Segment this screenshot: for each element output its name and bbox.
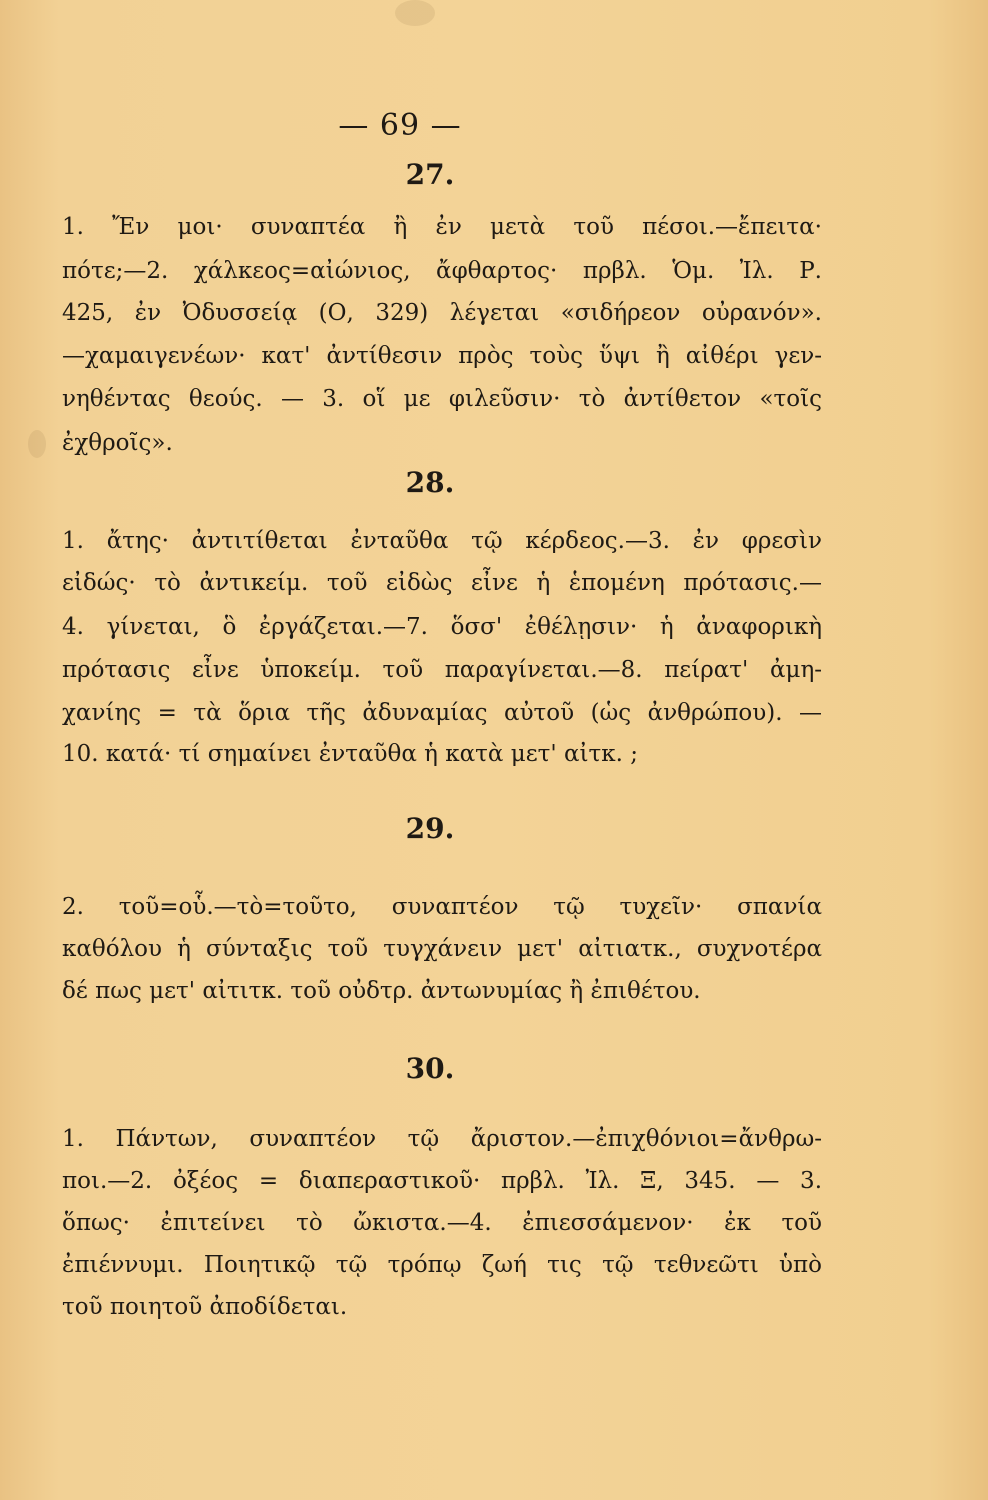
text-line: νηθέντας θεούς. — 3. οἵ με φιλεῦσιν· τὸ ἀντίθετον «τοῖς [62,386,822,412]
section-heading: 30. [405,1052,455,1085]
text-line: ἐχθροῖς». [62,430,173,456]
text-line: 4. γίνεται, ὃ ἐργάζεται.—7. ὅσσ' ἐθέλῃσιν· ἡ ἀναφορικὴ [62,614,822,640]
text-line: 1. ἄτης· ἀντιτίθεται ἐνταῦθα τῷ κέρδεος.—3. ἐν φρεσὶν [62,528,822,554]
ink-smudge [28,430,46,458]
text-line: ὅπως· ἐπιτείνει τὸ ὤκιστα.—4. ἐπιεσσάμενον· ἐκ τοῦ [62,1210,822,1236]
text-line: πότε;—2. χάλκεος=αἰώνιος, ἄφθαρτος· πρβλ. Ὁμ. Ἰλ. Ρ. [62,258,822,284]
text-line: 10. κατά· τί σημαίνει ἐνταῦθα ἡ κατὰ μετ' αἰτκ. ; [62,741,638,767]
text-line: 1. Πάντων, συναπτέον τῷ ἄριστον.—ἐπιχθόνιοι=ἄνθρω- [62,1126,822,1152]
text-line: 425, ἐν Ὀδυσσείᾳ (Ο, 329) λέγεται «σιδήρεον οὐρανόν». [62,300,822,326]
text-line: ἐπιέννυμι. Ποιητικῷ τῷ τρόπῳ ζωή τις τῷ τεθνεῶτι ὑπὸ [62,1252,822,1278]
page-number: — 69 — [338,108,462,143]
text-line: πρότασις εἶνε ὑποκείμ. τοῦ παραγίνεται.—8. πείρατ' ἀμη- [62,657,822,683]
text-line: εἰδώς· τὸ ἀντικείμ. τοῦ εἰδὼς εἶνε ἡ ἑπομένη πρότασις.— [62,570,822,596]
text-line: 2. τοῦ=οὗ.—τὸ=τοῦτο, συναπτέον τῷ τυχεῖν· σπανία [62,894,822,920]
ink-smudge [395,0,435,26]
text-line: τοῦ ποιητοῦ ἀποδίδεται. [62,1294,348,1320]
section-heading: 29. [405,812,455,845]
text-line: χανίης = τὰ ὅρια τῆς ἀδυναμίας αὐτοῦ (ὡς ἀνθρώπου). — [62,700,822,726]
section-heading: 27. [405,158,455,191]
text-line: καθόλου ἡ σύνταξις τοῦ τυγχάνειν μετ' αἰτιατκ., συχνοτέρα [62,936,822,962]
section-heading: 28. [405,466,455,499]
text-line: ποι.—2. ὀξέος = διαπεραστικοῦ· πρβλ. Ἰλ. Ξ, 345. — 3. [62,1168,822,1194]
text-line: —χαμαιγενέων· κατ' ἀντίθεσιν πρὸς τοὺς ὕψι ἢ αἰθέρι γεν- [62,343,822,369]
text-line: δέ πως μετ' αἰτιτκ. τοῦ οὐδτρ. ἀντωνυμίας ἢ ἐπιθέτου. [62,978,701,1004]
text-line: 1. Ἔν μοι· συναπτέα ἢ ἐν μετὰ τοῦ πέσοι.—ἔπειτα· [62,214,822,240]
